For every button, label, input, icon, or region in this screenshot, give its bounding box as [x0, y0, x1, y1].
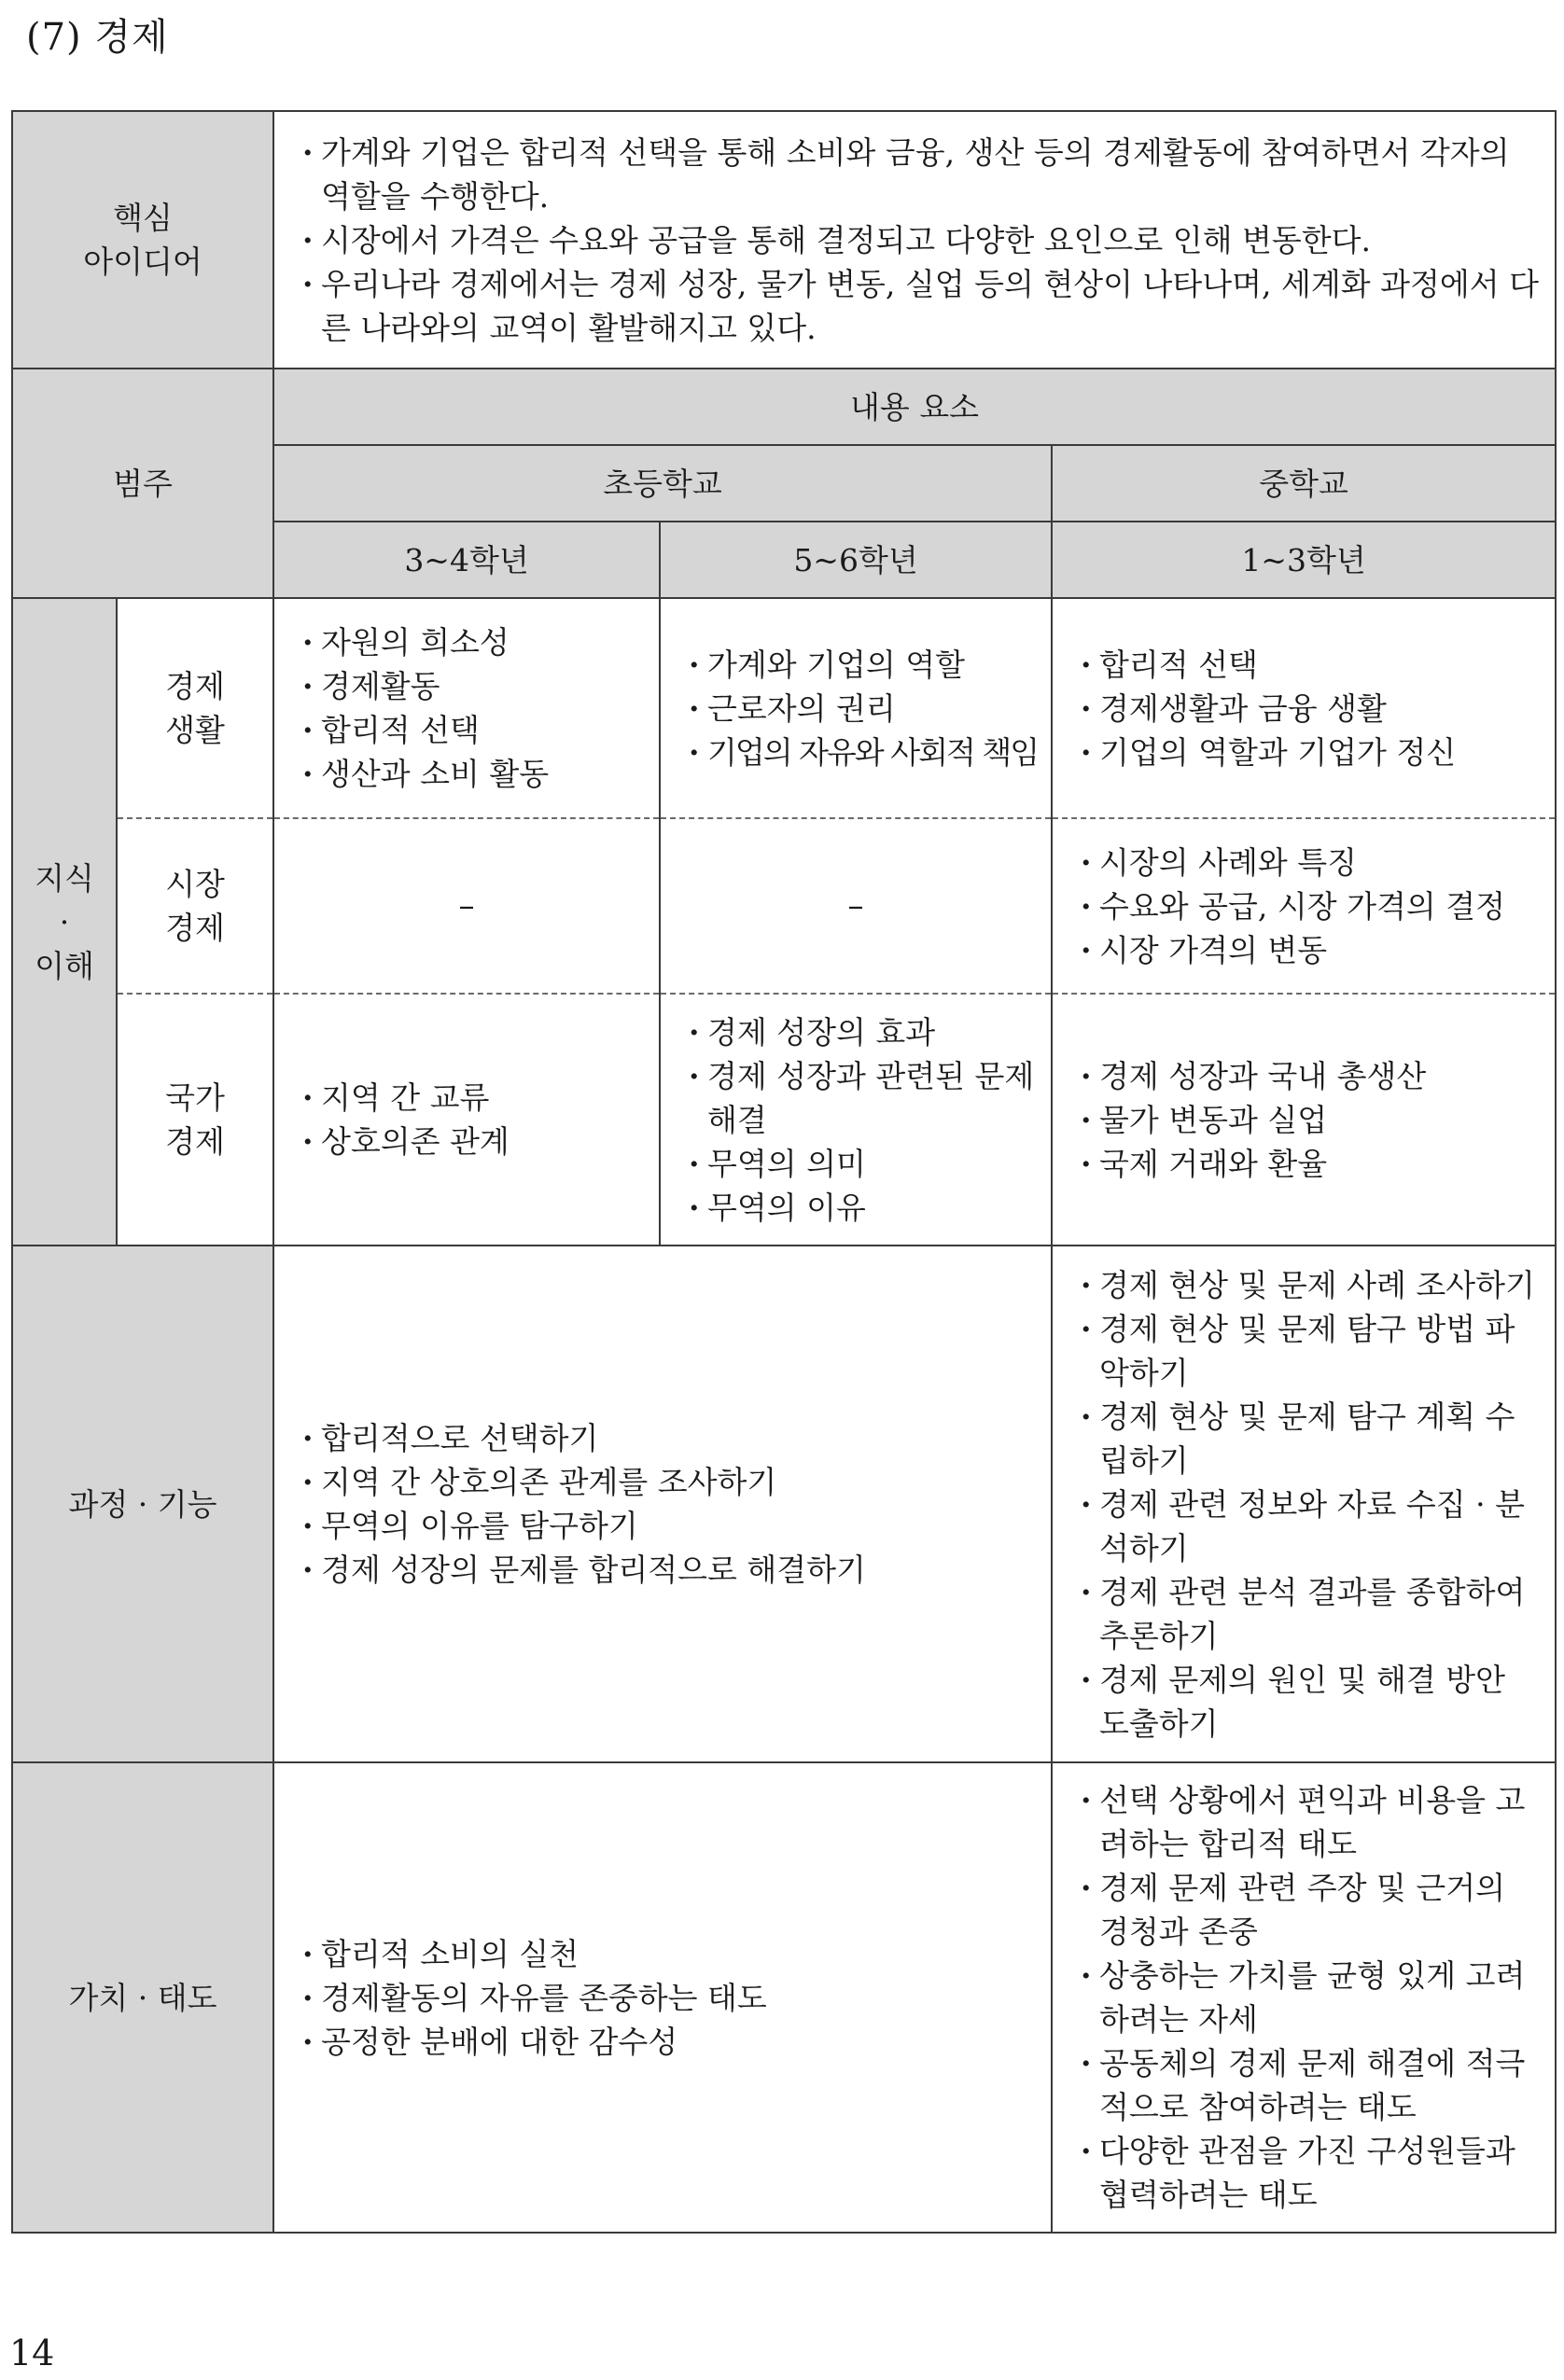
values-label: 가치 · 태도	[12, 1762, 273, 2233]
national-economy-m13	[1052, 994, 1556, 1246]
list-item: · 무역의 의미	[687, 1142, 1038, 1186]
values-middle	[1052, 1762, 1556, 2233]
list-item: · 경제 관련 정보와 자료 수집 · 분석하기	[1079, 1482, 1542, 1570]
list-item: · 무역의 이유	[687, 1186, 1038, 1230]
knowledge-row-economic-life	[12, 598, 1556, 818]
process-elementary	[273, 1246, 1052, 1762]
core-idea-list	[300, 131, 1542, 350]
economic-life-m13	[1052, 598, 1556, 818]
list-item: · 공정한 분배에 대한 감수성	[300, 2020, 1038, 2064]
content-elements-header: 내용 요소	[273, 369, 1556, 445]
national-economy-g56	[660, 994, 1052, 1246]
list-item: · 수요와 공급, 시장 가격의 결정	[1079, 884, 1542, 928]
knowledge-row-national-economy	[12, 994, 1556, 1246]
list-item: · 생산과 소비 활동	[300, 752, 646, 796]
list-item: · 기업의 역할과 기업가 정신	[1079, 731, 1542, 774]
middle-header: 중학교	[1052, 445, 1556, 522]
list-item: · 합리적 소비의 실천	[300, 1932, 1038, 1976]
process-middle	[1052, 1246, 1556, 1762]
page-number: 14	[9, 2332, 55, 2373]
market-economy-g56: –	[660, 818, 1052, 994]
list-item: · 가계와 기업은 합리적 선택을 통해 소비와 금융, 생산 등의 경제활동에 참여하면서 각자의 역할을 수행한다.	[300, 131, 1542, 218]
list-item: · 경제 성장의 효과	[687, 1010, 1038, 1054]
process-row	[12, 1246, 1556, 1762]
list-item: · 상호의존 관계	[300, 1120, 646, 1163]
list-item: · 경제 현상 및 문제 탐구 계획 수립하기	[1079, 1395, 1542, 1482]
list-item: · 무역의 이유를 탐구하기	[300, 1504, 1038, 1548]
list-item: · 경제 문제 관련 주장 및 근거의 경청과 존중	[1079, 1866, 1542, 1954]
grade-5-6-header: 5~6학년	[660, 522, 1052, 598]
market-economy-g34: –	[273, 818, 660, 994]
list-item: · 국제 거래와 환율	[1079, 1142, 1542, 1186]
list-item: · 경제활동의 자유를 존중하는 태도	[300, 1976, 1038, 2020]
category-header: 범주	[12, 369, 273, 598]
national-economy-label: 국가 경제	[117, 994, 273, 1246]
list-item: · 상충하는 가치를 균형 있게 고려하려는 자세	[1079, 1954, 1542, 2041]
list-item: · 합리적 선택	[300, 708, 646, 752]
list-item: · 합리적 선택	[1079, 643, 1542, 687]
list-item: · 근로자의 권리	[687, 687, 1038, 731]
list-item: · 시장 가격의 변동	[1079, 928, 1542, 972]
knowledge-label: 지식 · 이해	[12, 598, 117, 1246]
list-item: · 경제활동	[300, 664, 646, 708]
section-title: (7) 경제	[26, 16, 169, 59]
list-item: · 지역 간 교류	[300, 1076, 646, 1120]
grade-1-3-header: 1~3학년	[1052, 522, 1556, 598]
list-item: · 경제 문제의 원인 및 해결 방안 도출하기	[1079, 1658, 1542, 1746]
list-item: · 경제생활과 금융 생활	[1079, 687, 1542, 731]
national-economy-g34	[273, 994, 660, 1246]
list-item: · 자원의 희소성	[300, 620, 646, 664]
elementary-header: 초등학교	[273, 445, 1052, 522]
list-item: · 기업의 자유와 사회적 책임	[687, 731, 1038, 774]
list-item: · 선택 상황에서 편익과 비용을 고려하는 합리적 태도	[1079, 1778, 1542, 1866]
grade-3-4-header: 3~4학년	[273, 522, 660, 598]
list-item: · 경제 현상 및 문제 사례 조사하기	[1079, 1263, 1542, 1307]
list-item: · 경제 현상 및 문제 탐구 방법 파악하기	[1079, 1307, 1542, 1395]
list-item: · 경제 성장의 문제를 합리적으로 해결하기	[300, 1548, 1038, 1592]
market-economy-label: 시장 경제	[117, 818, 273, 994]
economic-life-g34	[273, 598, 660, 818]
core-idea-label: 핵심 아이디어	[12, 111, 273, 369]
list-item: · 다양한 관점을 가진 구성원들과 협력하려는 태도	[1079, 2129, 1542, 2217]
list-item: · 경제 성장과 국내 총생산	[1079, 1054, 1542, 1098]
core-idea-row	[12, 111, 1556, 369]
list-item: · 경제 성장과 관련된 문제 해결	[687, 1054, 1038, 1142]
list-item: · 시장의 사례와 특징	[1079, 841, 1542, 884]
economic-life-g56	[660, 598, 1052, 818]
list-item: · 합리적으로 선택하기	[300, 1416, 1038, 1460]
list-item: · 지역 간 상호의존 관계를 조사하기	[300, 1460, 1038, 1504]
market-economy-m13	[1052, 818, 1556, 994]
list-item: · 우리나라 경제에서는 경제 성장, 물가 변동, 실업 등의 현상이 나타나며, 세계화 과정에서 다른 나라와의 교역이 활발해지고 있다.	[300, 262, 1542, 350]
list-item: · 공동체의 경제 문제 해결에 적극적으로 참여하려는 태도	[1079, 2041, 1542, 2129]
process-label: 과정 · 기능	[12, 1246, 273, 1762]
list-item: · 시장에서 가격은 수요와 공급을 통해 결정되고 다양한 요인으로 인해 변동한다.	[300, 218, 1542, 262]
economic-life-label: 경제 생활	[117, 598, 273, 818]
core-idea-content	[273, 111, 1556, 369]
list-item: · 가계와 기업의 역할	[687, 643, 1038, 687]
list-item: · 경제 관련 분석 결과를 종합하여 추론하기	[1079, 1570, 1542, 1658]
values-row	[12, 1762, 1556, 2233]
knowledge-row-market-economy	[12, 818, 1556, 994]
list-item: · 물가 변동과 실업	[1079, 1098, 1542, 1142]
values-elementary	[273, 1762, 1052, 2233]
curriculum-table	[11, 110, 1557, 2234]
